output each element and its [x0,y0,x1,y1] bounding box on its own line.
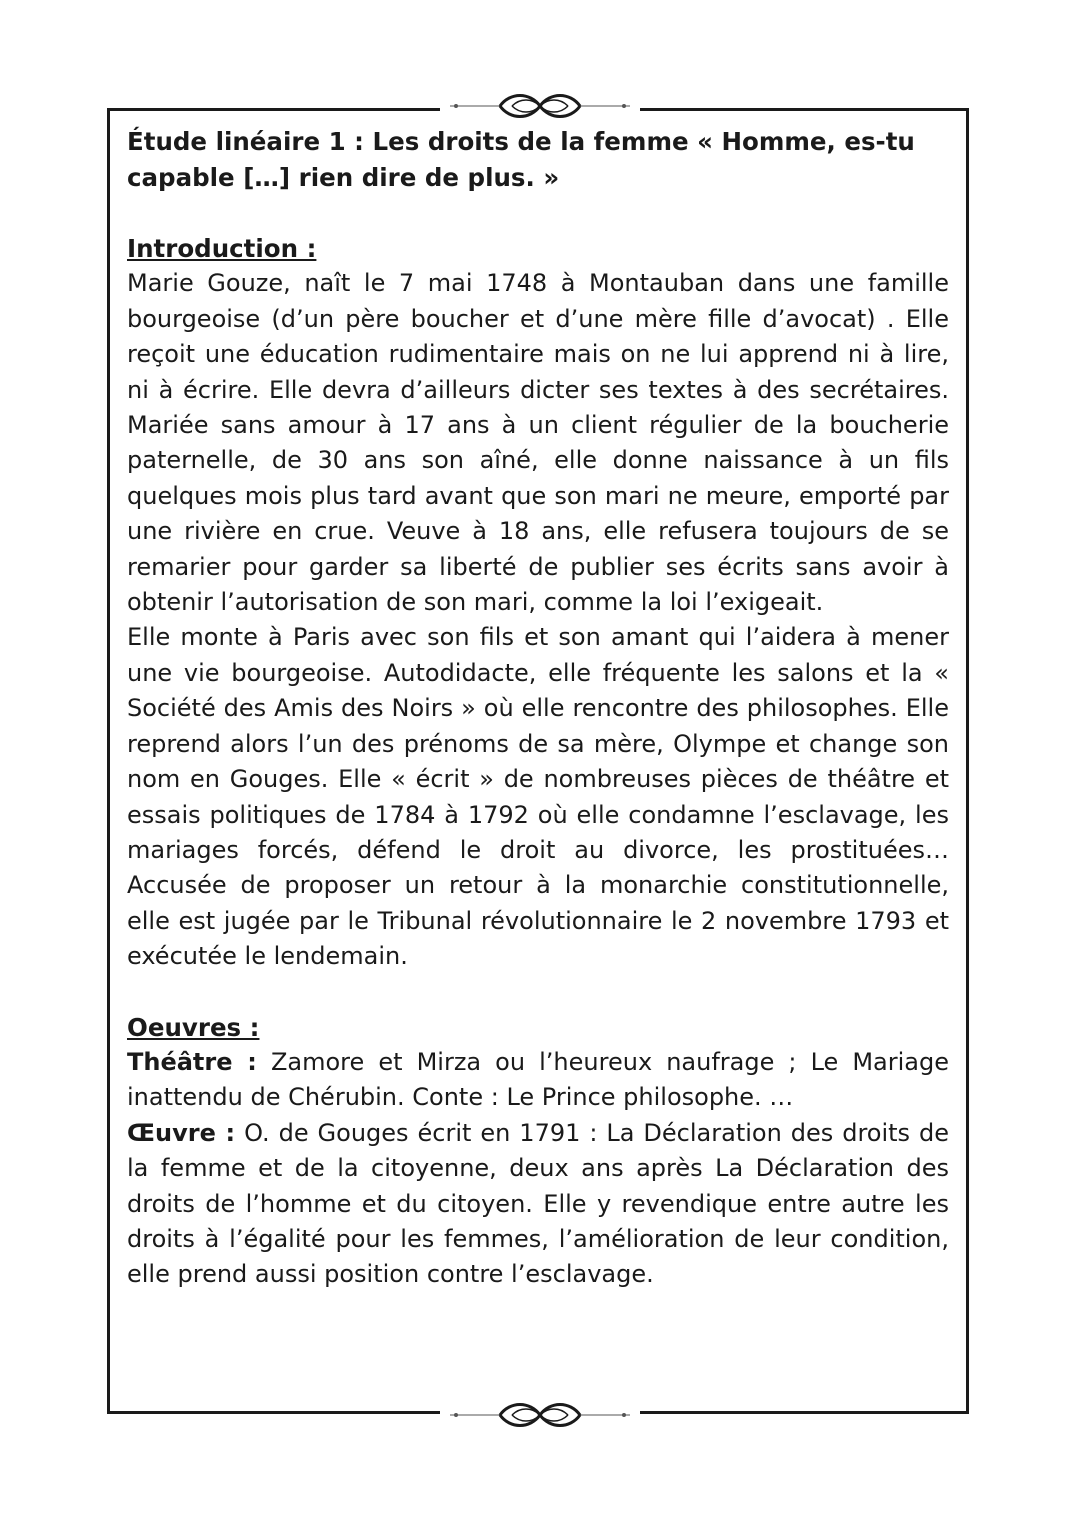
introduction-heading: Introduction : [127,234,317,263]
introduction-paragraph-1: Marie Gouze, naît le 7 mai 1748 à Montauban dans une famille bourgeoise (d’un père boucher et d’une mère fille d’avocat) . Elle reçoit une éducation rudimentaire mais on ne lui apprend ni à lire, ni à écrire. Elle devra d’ailleurs dicter ses textes à des secrétaires. Mariée sans amour à 17 ans à un client régulier de la boucherie paternelle, de 30 ans son aîné, elle donne naissance à un fils quelques mois plus tard avant que son mari ne meure, emporté par une rivière en crue. Veuve à 18 ans, elle refusera toujours de se remarier pour garder sa liberté de publier ses écrits sans avoir à obtenir l’autorisation de son mari, comme la loi l’exigeait. [127,269,949,617]
oeuvre-text: O. de Gouges écrit en 1791 : La Déclaration des droits de la femme et de la citoyenne, deux ans après La Déclaration des droits de l’homme et du citoyen. Elle y revendique entre autre les droits à l’égalité pour les femmes, l’amélioration de leur condition, elle prend aussi position contre l’esclavage. [127,1118,949,1289]
top-flourish-ornament [440,86,640,126]
oeuvres-heading: Oeuvres : [127,1012,260,1042]
theatre-paragraph [127,1045,949,1116]
oeuvre-label: Œuvre : [127,1118,236,1147]
theatre-label: Théâtre : [127,1047,257,1076]
document-content [127,124,949,1293]
oeuvre-paragraph [127,1116,949,1293]
theatre-text: Zamore et Mirza ou l’heureux naufrage ; Le Mariage inattendu de Chérubin. Conte : Le Prince philosophe. … [127,1047,949,1112]
document-title: Étude linéaire 1 : Les droits de la femme « Homme, es-tu capable […] rien dire de plus. » [127,127,915,192]
introduction-paragraph-2: Elle monte à Paris avec son fils et son amant qui l’aidera à mener une vie bourgeoise. Autodidacte, elle fréquente les salons et la « Société des Amis des Noirs » où elle rencontre des philosophes. Elle reprend alors l’un des prénoms de sa mère, Olympe et change son nom en Gouges. Elle « écrit » de nombreuses pièces de théâtre et essais politiques de 1784 à 1792 où elle condamne l’esclavage, les mariages forcés, défend le droit au divorce, les prostituées… Accusée de proposer un retour à la monarchie constitutionnelle, elle est jugée par le Tribunal révolutionnaire le 2 novembre 1793 et exécutée le lendemain. [127,623,949,971]
bottom-flourish-ornament [440,1395,640,1435]
